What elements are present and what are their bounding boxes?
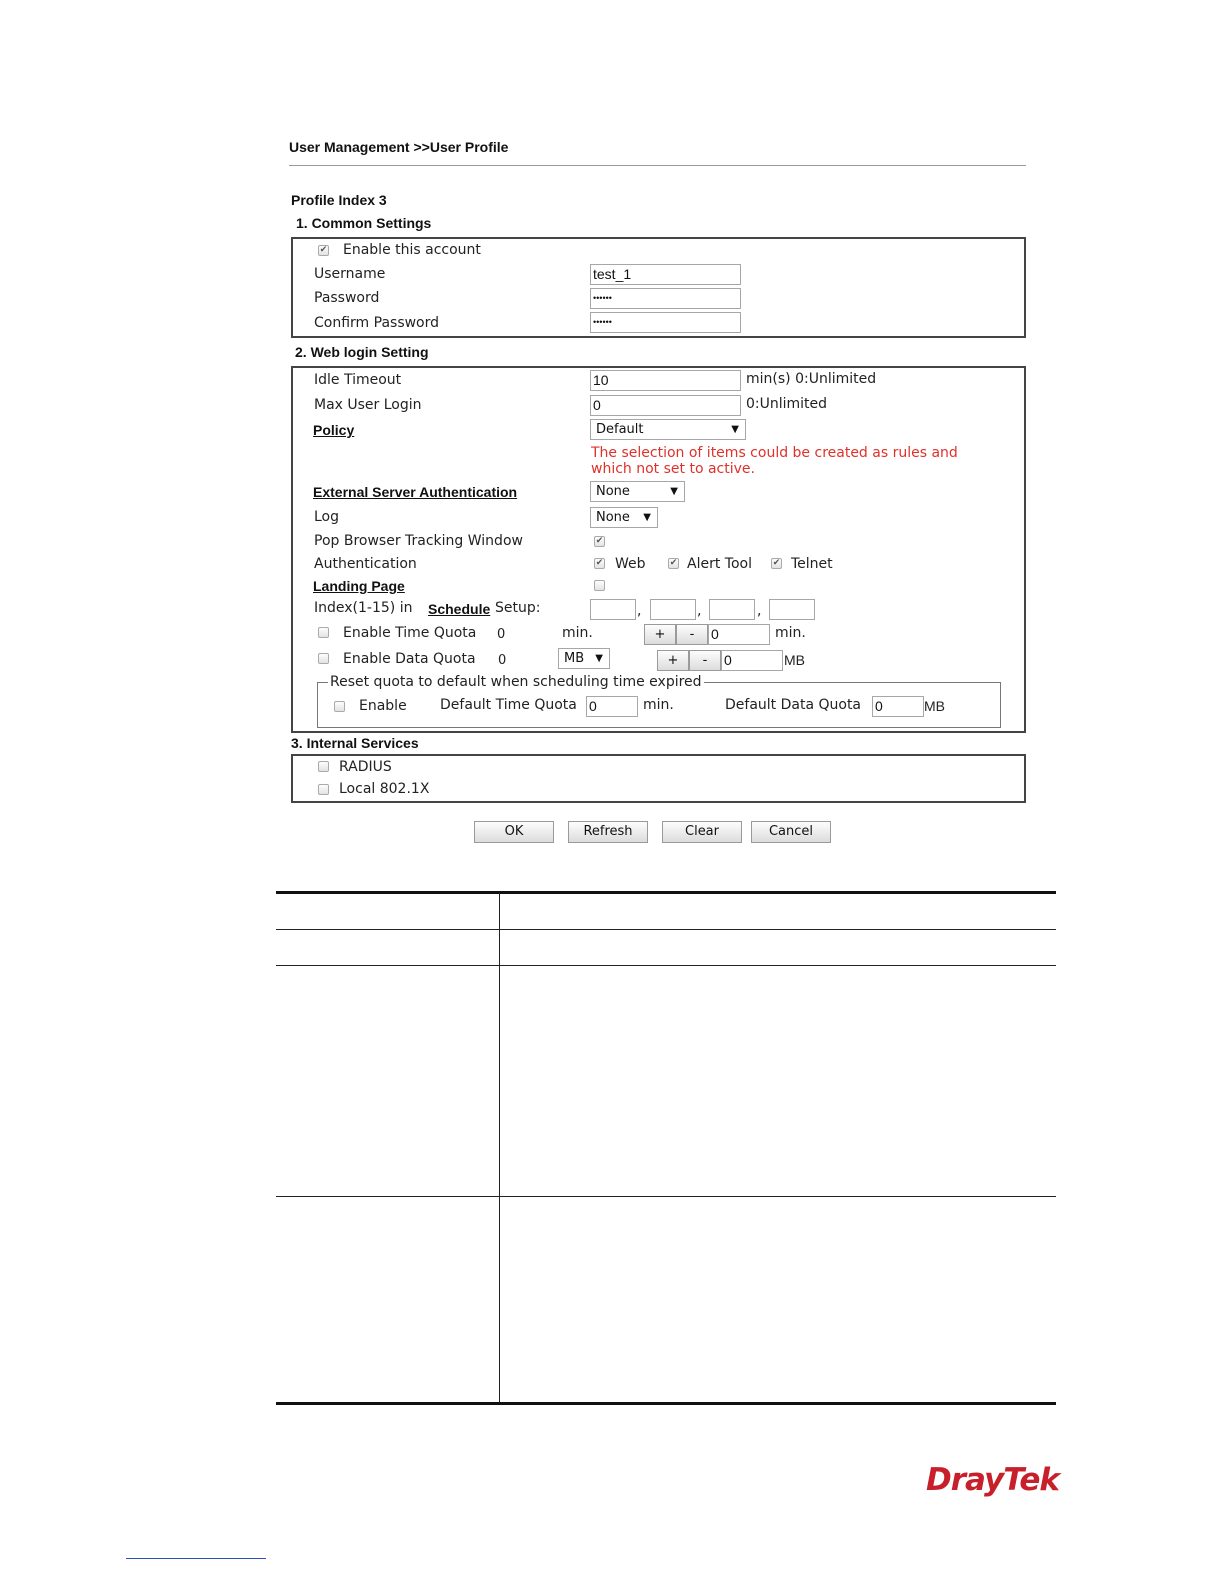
max-user-login-label: Max User Login — [314, 397, 422, 413]
default-data-quota-label: Default Data Quota — [725, 697, 862, 713]
auth-telnet-checkbox[interactable]: ✔ — [772, 558, 781, 568]
external-server-auth-link[interactable]: External Server Authentication — [313, 484, 518, 500]
data-quota-input[interactable]: 0 — [721, 650, 783, 671]
confirm-password-input[interactable]: •••••• — [590, 312, 741, 333]
page-title: User Management >>User Profile — [289, 139, 509, 155]
policy-select-value: Default — [596, 422, 644, 437]
schedule-index-4-input[interactable] — [769, 599, 815, 620]
draytek-logo — [926, 1462, 1059, 1498]
schedule-link[interactable]: Schedule — [428, 601, 491, 617]
default-time-quota-input[interactable]: 0 — [586, 696, 638, 717]
time-quota-unit: min. — [562, 625, 593, 641]
time-quota-checkbox[interactable] — [318, 627, 329, 638]
web-login-heading: 2. Web login Setting — [295, 344, 429, 360]
cancel-button[interactable]: Cancel — [751, 821, 831, 843]
landing-page-link[interactable]: Landing Page — [313, 578, 405, 594]
auth-web-checkbox[interactable]: ✔ — [595, 558, 604, 568]
time-quota-label: Enable Time Quota — [343, 625, 477, 641]
table-row-rule — [276, 929, 1056, 930]
pop-browser-checkbox[interactable]: ✔ — [595, 536, 604, 546]
table-column-divider — [499, 893, 500, 1402]
confirm-password-label: Confirm Password — [314, 315, 440, 331]
external-server-auth-value: None — [596, 484, 630, 499]
idle-timeout-hint: min(s) 0:Unlimited — [746, 371, 877, 387]
profile-index-label: Profile Index 3 — [291, 192, 387, 208]
auth-web-label: Web — [615, 556, 646, 572]
default-time-quota-label: Default Time Quota — [440, 697, 577, 713]
time-quota-minus-button[interactable]: - — [676, 624, 708, 645]
data-quota-checkbox[interactable] — [318, 653, 329, 664]
default-data-quota-input[interactable]: 0 — [872, 696, 924, 717]
username-label: Username — [314, 266, 386, 282]
idle-timeout-input[interactable]: 10 — [590, 370, 741, 391]
chevron-down-icon: ▼ — [643, 512, 651, 523]
draytek-logo-text: DrayTek — [926, 1462, 1059, 1498]
table-row-rule — [276, 965, 1056, 966]
radius-checkbox[interactable] — [318, 761, 329, 772]
policy-warning: The selection of items could be created as rules and which not set to active. — [591, 445, 958, 477]
auth-telnet-label: Telnet — [791, 556, 833, 572]
username-input[interactable]: test_1 — [590, 264, 741, 285]
schedule-separator: , — [757, 603, 762, 619]
log-select[interactable] — [590, 507, 658, 528]
data-quota-unit-2: MB — [784, 652, 805, 668]
idle-timeout-label: Idle Timeout — [314, 372, 402, 388]
data-quota-current: 0 — [498, 653, 507, 668]
local-8021x-label: Local 802.1X — [339, 781, 430, 797]
policy-link[interactable]: Policy — [313, 422, 355, 438]
reset-quota-enable-label: Enable — [359, 698, 407, 714]
refresh-button[interactable]: Refresh — [568, 821, 648, 843]
data-quota-plus-button[interactable]: + — [657, 650, 689, 671]
auth-alert-tool-label: Alert Tool — [687, 556, 752, 572]
footer-rule — [126, 1558, 266, 1559]
reset-quota-legend: Reset quota to default when scheduling time expired — [330, 674, 702, 690]
local-8021x-checkbox[interactable] — [318, 784, 329, 795]
chevron-down-icon: ▼ — [595, 653, 603, 664]
ok-button[interactable]: OK — [474, 821, 554, 843]
chevron-down-icon: ▼ — [670, 486, 678, 497]
schedule-index-2-input[interactable] — [650, 599, 696, 620]
table-bottom-rule — [276, 1402, 1056, 1405]
data-quota-unit-select[interactable] — [558, 648, 610, 669]
default-time-quota-unit: min. — [643, 697, 674, 713]
clear-button[interactable]: Clear — [662, 821, 742, 843]
schedule-separator: , — [637, 603, 642, 619]
pop-browser-label: Pop Browser Tracking Window — [314, 533, 523, 549]
external-server-auth-select[interactable] — [590, 481, 685, 502]
time-quota-unit-2: min. — [775, 625, 806, 641]
auth-alert-tool-checkbox[interactable]: ✔ — [669, 558, 678, 568]
password-label: Password — [314, 290, 380, 306]
authentication-label: Authentication — [314, 556, 417, 572]
password-input[interactable]: •••••• — [590, 288, 741, 309]
schedule-index-3-input[interactable] — [709, 599, 755, 620]
time-quota-plus-button[interactable]: + — [644, 624, 676, 645]
log-label: Log — [314, 509, 340, 525]
log-select-value: None — [596, 510, 630, 525]
max-user-login-hint: 0:Unlimited — [746, 396, 828, 412]
data-quota-unit-value: MB — [564, 651, 585, 666]
enable-account-checkbox[interactable]: ✔ — [319, 245, 328, 255]
chevron-down-icon: ▼ — [731, 424, 739, 435]
title-divider — [289, 165, 1026, 166]
schedule-separator: , — [697, 603, 702, 619]
data-quota-label: Enable Data Quota — [343, 651, 476, 667]
schedule-prefix: Index(1-15) in — [314, 600, 413, 616]
common-settings-heading: 1. Common Settings — [296, 215, 432, 231]
schedule-index-1-input[interactable] — [590, 599, 636, 620]
default-data-quota-unit: MB — [924, 698, 945, 714]
internal-services-heading: 3. Internal Services — [291, 735, 419, 751]
table-row-rule — [276, 1196, 1056, 1197]
table-top-rule — [276, 891, 1056, 894]
radius-label: RADIUS — [339, 759, 392, 775]
landing-page-checkbox[interactable] — [594, 580, 605, 591]
policy-select[interactable] — [590, 419, 746, 440]
time-quota-input[interactable]: 0 — [708, 624, 770, 645]
max-user-login-input[interactable]: 0 — [590, 395, 741, 416]
enable-account-label: Enable this account — [343, 242, 481, 258]
reset-quota-enable-checkbox[interactable] — [334, 701, 345, 712]
schedule-suffix: Setup: — [495, 600, 541, 616]
time-quota-current: 0 — [497, 627, 506, 642]
data-quota-minus-button[interactable]: - — [689, 650, 721, 671]
